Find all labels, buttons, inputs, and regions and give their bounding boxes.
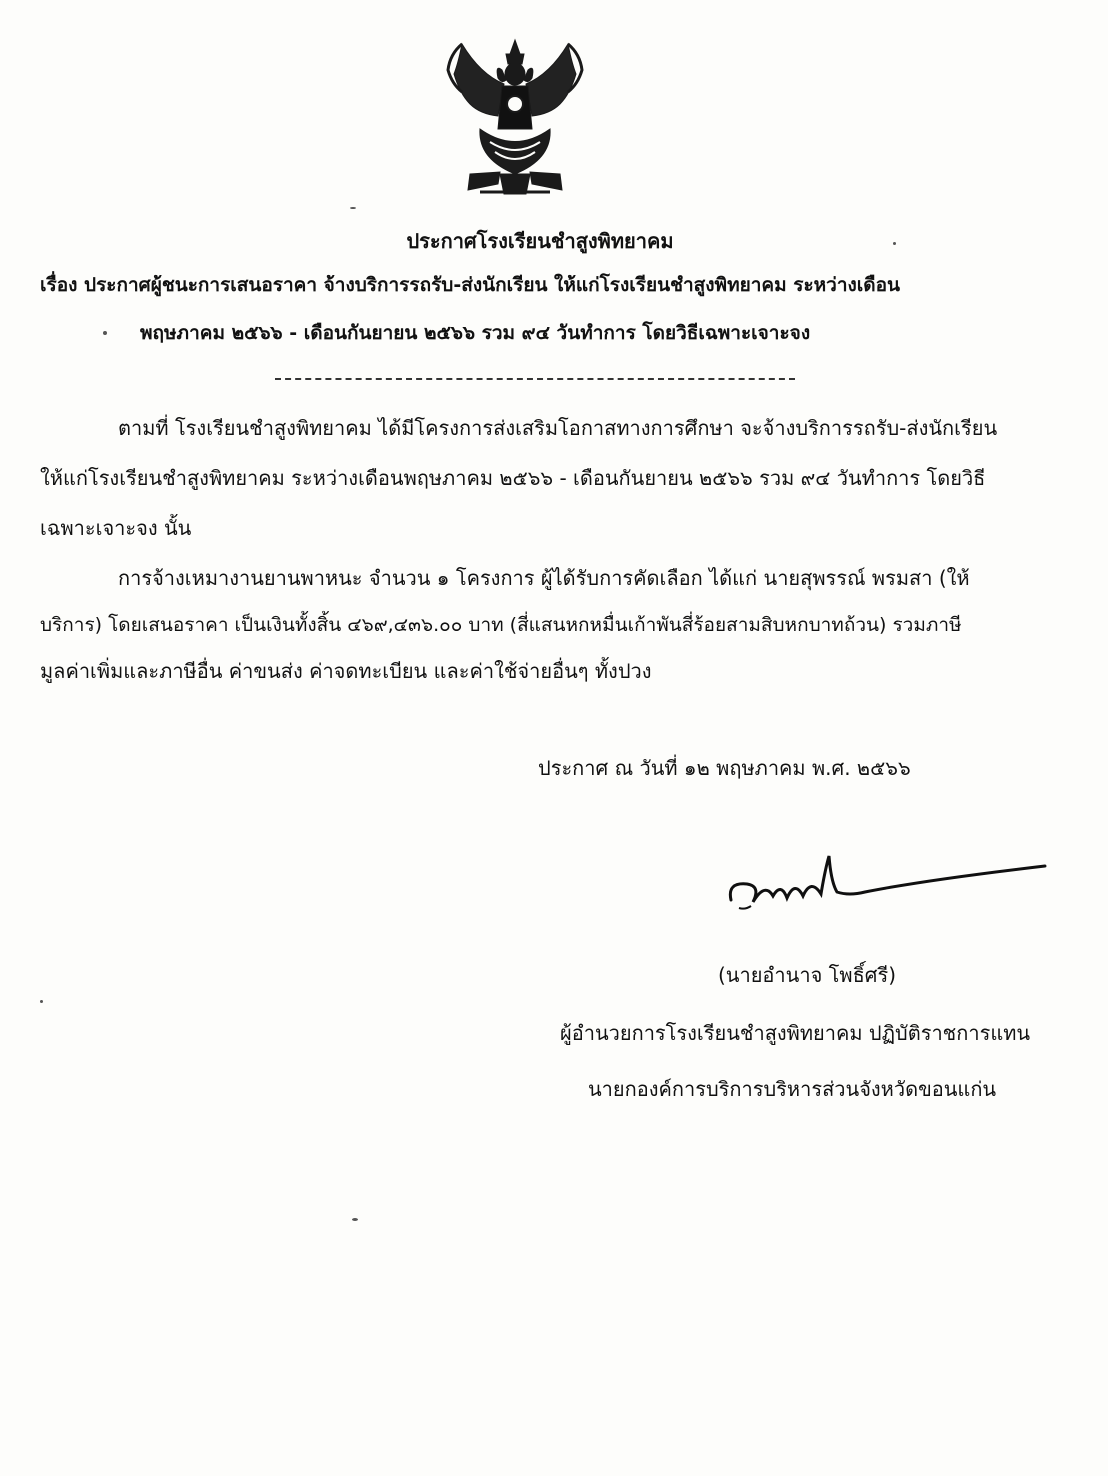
handwritten-signature [725, 852, 1055, 922]
scan-speck [352, 1218, 358, 1221]
scan-speck [40, 1000, 43, 1003]
paragraph-2-line-3: มูลค่าเพิ่มและภาษีอื่น ค่าขนส่ง ค่าจดทะเบียน และค่าใช้จ่ายอื่นๆ ทั้งปวง [40, 659, 652, 683]
paragraph-1-line-2: ให้แก่โรงเรียนชำสูงพิทยาคม ระหว่างเดือนพฤษภาคม ๒๕๖๖ - เดือนกันยายน ๒๕๖๖ รวม ๙๔ วันทำการ โดยวิธี [40, 466, 986, 490]
paragraph-2-line-2: บริการ) โดยเสนอราคา เป็นเงินทั้งสิ้น ๔๖๙,๔๓๖.๐๐ บาท (สี่แสนหกหมื่นเก้าพันสี่ร้อยสามสิบหกบาทถ้วน) รวมภาษี [40, 614, 962, 636]
dot-mark [103, 331, 107, 335]
announcement-heading: ประกาศโรงเรียนชำสูงพิทยาคม [406, 229, 674, 253]
subject-line-2: พฤษภาคม ๒๕๖๖ - เดือนกันยายน ๒๕๖๖ รวม ๙๔ วันทำการ โดยวิธีเฉพาะเจาะจง [140, 322, 811, 344]
subject-line-1: เรื่อง ประกาศผู้ชนะการเสนอราคา จ้างบริการรถรับ-ส่งนักเรียน ให้แก่โรงเรียนชำสูงพิทยาคม ระหว่างเดือน [40, 274, 901, 296]
scan-speck [893, 242, 896, 245]
announcement-date: ประกาศ ณ วันที่ ๑๒ พฤษภาคม พ.ศ. ๒๕๖๖ [538, 756, 911, 780]
separator-line [275, 378, 795, 380]
paragraph-2-line-1: การจ้างเหมางานยานพาหนะ จำนวน ๑ โครงการ ผู้ได้รับการคัดเลือก ได้แก่ นายสุพรรณ์ พรมสา (ให้ [118, 566, 970, 590]
paragraph-1-line-1: ตามที่ โรงเรียนชำสูงพิทยาคม ได้มีโครงการส่งเสริมโอกาสทางการศึกษา จะจ้างบริการรถรับ-ส่งนักเรียน [118, 416, 998, 440]
signer-title-1: ผู้อำนวยการโรงเรียนชำสูงพิทยาคม ปฏิบัติราชการแทน [560, 1021, 1031, 1045]
signer-name: (นายอำนาจ โพธิ์ศรี) [718, 963, 897, 987]
signer-title-2: นายกองค์การบริการบริหารส่วนจังหวัดขอนแก่น [588, 1077, 997, 1101]
garuda-emblem-icon [440, 34, 590, 204]
scan-speck [350, 207, 356, 209]
paragraph-1-line-3: เฉพาะเจาะจง นั้น [40, 516, 192, 540]
